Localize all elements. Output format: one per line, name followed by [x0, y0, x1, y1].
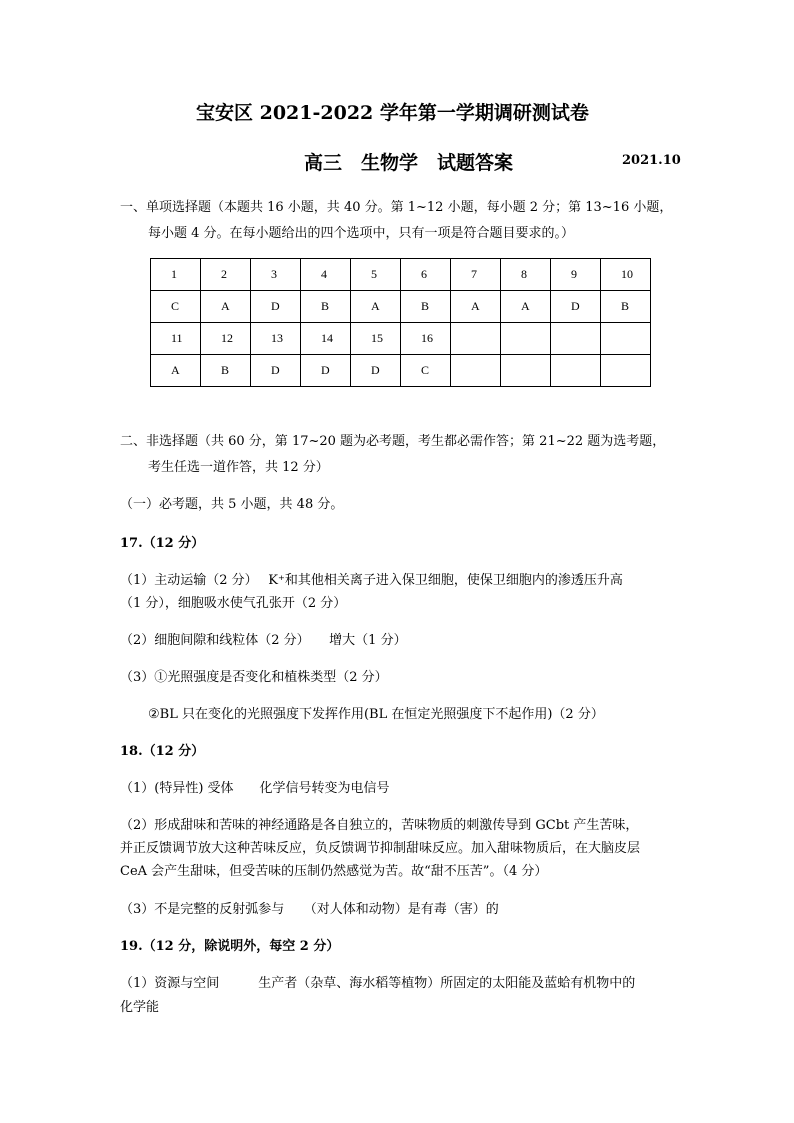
table-cell: 12	[201, 323, 251, 355]
table-cell: A	[151, 355, 201, 387]
table-row	[151, 323, 651, 355]
table-cell	[551, 355, 601, 387]
table-cell: D	[251, 291, 301, 323]
q18-answer-1: （1）(特异性) 受体 化学信号转变为电信号	[120, 781, 390, 796]
table-cell: 10	[601, 259, 651, 291]
q18-answer-2-line3: CeA 会产生甜味，但受苦味的压制仍然感觉为苦。故“甜不压苦”。（4 分）	[120, 864, 548, 879]
page-subtitle: 高三 生物学 试题答案	[304, 152, 514, 174]
table-row	[151, 355, 651, 387]
page-title: 宝安区 2021-2022 学年第一学期调研测试卷	[196, 102, 589, 124]
table-cell: 15	[351, 323, 401, 355]
table-cell: 9	[551, 259, 601, 291]
q17-answer-3: （3）①光照强度是否变化和植株类型（2 分）	[120, 670, 388, 685]
table-cell: D	[301, 355, 351, 387]
table-cell: B	[401, 291, 451, 323]
section2-intro-line1: 二、非选择题（共 60 分，第 17~20 题为必考题，考生都必需作答；第 21~22 题为选考题，	[120, 434, 666, 449]
table-cell: B	[201, 355, 251, 387]
table-cell: 13	[251, 323, 301, 355]
table-cell: 4	[301, 259, 351, 291]
table-cell: A	[351, 291, 401, 323]
q17-answer-1-line1: （1）主动运输（2 分） K⁺和其他相关离子进入保卫细胞，使保卫细胞内的渗透压升高	[120, 573, 623, 588]
table-cell: 5	[351, 259, 401, 291]
table-cell	[501, 355, 551, 387]
q18-header: 18.（12 分）	[120, 744, 205, 759]
table-cell: 2	[201, 259, 251, 291]
q17-answer-2: （2）细胞间隙和线粒体（2 分） 增大（1 分）	[120, 633, 407, 648]
table-cell: B	[601, 291, 651, 323]
required-header: （一）必考题，共 5 小题，共 48 分。	[120, 497, 344, 512]
table-cell: A	[201, 291, 251, 323]
q18-answer-2-line2: 并正反馈调节放大这种苦味反应，负反馈调节抑制甜味反应。加入甜味物质后，在大脑皮层	[120, 841, 641, 856]
date: 2021.10	[622, 153, 681, 168]
table-row	[151, 259, 651, 291]
table-cell	[551, 323, 601, 355]
table-cell: A	[451, 291, 501, 323]
table-cell: 1	[151, 259, 201, 291]
section2-intro-line2: 考生任选一道作答，共 12 分）	[148, 460, 329, 475]
section1-intro-line2: 每小题 4 分。在每小题给出的四个选项中，只有一项是符合题目要求的。）	[148, 226, 575, 241]
table-cell	[601, 355, 651, 387]
table-cell: 3	[251, 259, 301, 291]
table-cell: 6	[401, 259, 451, 291]
table-row	[151, 291, 651, 323]
table-cell: C	[151, 291, 201, 323]
table-cell: 14	[301, 323, 351, 355]
table-cell	[601, 323, 651, 355]
section1-intro-line1: 一、单项选择题（本题共 16 小题，共 40 分。第 1~12 小题，每小题 2 分；第 13~16 小题，	[120, 200, 673, 215]
table-cell	[501, 323, 551, 355]
table-cell: A	[501, 291, 551, 323]
q17-answer-1-line2: （1 分），细胞吸水使气孔张开（2 分）	[120, 596, 347, 611]
table-cell: 8	[501, 259, 551, 291]
q18-answer-3: （3）不是完整的反射弧参与 （对人体和动物）是有毒（害）的	[120, 902, 499, 917]
answer-table	[150, 258, 651, 387]
q18-answer-2-line1: （2）形成甜味和苦味的神经通路是各自独立的，苦味物质的刺激传导到 GCbt 产生苦味，	[120, 818, 639, 833]
table-cell: D	[251, 355, 301, 387]
q19-answer-1-line1: （1）资源与空间 生产者（杂草、海水稻等植物）所固定的太阳能及蓝蛤有机物中的	[120, 976, 636, 991]
table-cell: 11	[151, 323, 201, 355]
table-cell: B	[301, 291, 351, 323]
q17-header: 17.（12 分）	[120, 536, 205, 551]
q17-answer-3b: ②BL 只在变化的光照强度下发挥作用(BL 在恒定光照强度下不起作用)（2 分）	[148, 707, 604, 722]
table-cell: D	[551, 291, 601, 323]
table-cell: D	[351, 355, 401, 387]
table-cell: 16	[401, 323, 451, 355]
table-cell	[451, 323, 501, 355]
q19-answer-1-line2: 化学能	[120, 1000, 160, 1015]
table-cell: C	[401, 355, 451, 387]
table-cell: 7	[451, 259, 501, 291]
q19-header: 19.（12 分，除说明外，每空 2 分）	[120, 939, 340, 954]
table-cell	[451, 355, 501, 387]
